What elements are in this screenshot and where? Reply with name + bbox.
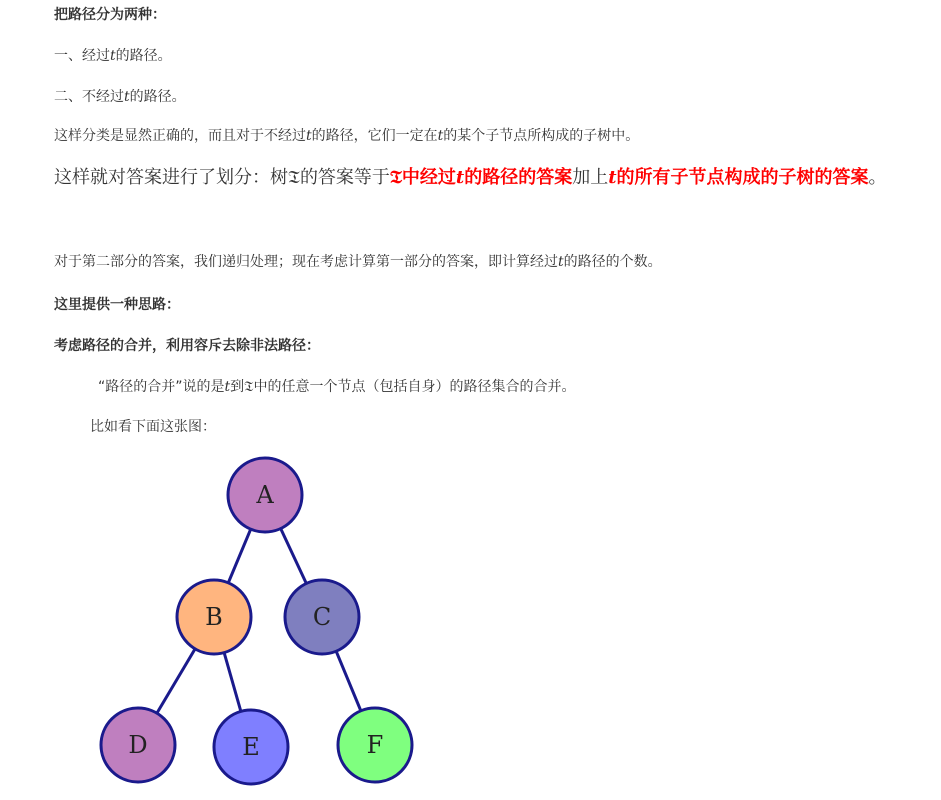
highlight-text: 的所有子节点构成的子树的答案 [616, 167, 869, 188]
tree-node-A [228, 458, 302, 532]
para-text: 这样分类是显然正确的，而且对于不经过 [54, 128, 306, 144]
para-text: 的路径，它们一定在 [311, 128, 438, 144]
math-var-t: t [124, 89, 130, 105]
tree-nodes [101, 458, 412, 784]
para-text: 加上 [572, 167, 609, 188]
para-text: 这样就对答案进行了划分：树 [54, 167, 288, 188]
math-fraktur-T: 𝔗 [389, 167, 402, 188]
paragraph-recursive [54, 251, 662, 271]
math-fraktur-T: 𝔗 [288, 167, 300, 188]
list-item-not-through-t [54, 86, 186, 106]
heading-merge-paths: 考虑路径的合并，利用容斥去除非法路径： [54, 338, 320, 354]
tree-node-label: F [366, 731, 384, 759]
para-text: “路径的合并”说的是 [98, 379, 225, 395]
math-var-t: t [110, 48, 116, 64]
item-text: 二、不经过 [54, 89, 124, 105]
heading-split-paths: 把路径分为两种： [54, 7, 166, 23]
highlight-through-t [390, 167, 572, 188]
tree-node-label: E [242, 733, 260, 761]
tree-node-label: A [256, 481, 274, 509]
tree-node-label: C [312, 603, 332, 631]
paragraph-merge-definition [98, 376, 575, 396]
heading-idea: 这里提供一种思路： [54, 297, 180, 313]
item-text: 的路径。 [129, 89, 186, 105]
tree-node-label: B [205, 603, 223, 631]
math-var-t: t [455, 167, 465, 188]
tree-node-C [285, 580, 359, 654]
item-text: 一、经过 [54, 48, 110, 64]
tree-node-D [101, 708, 175, 782]
para-text: 。 [868, 167, 887, 188]
para-text: 的答案等于 [299, 167, 390, 188]
paragraph-answer-division [54, 160, 934, 196]
para-text: 的路径的个数。 [563, 254, 662, 270]
para-text: 中的任意一个节点（包括自身）的路径集合的合并。 [253, 379, 576, 395]
math-var-t: t [437, 128, 444, 144]
tree-node-B [177, 580, 251, 654]
tree-node-E [214, 710, 288, 784]
para-text: 到 [230, 379, 245, 395]
math-fraktur-T: 𝔗 [244, 379, 254, 395]
math-var-t: t [306, 128, 312, 144]
math-var-t: t [558, 254, 564, 270]
tree-node-F [338, 708, 412, 782]
para-text: 的某个子节点所构成的子树中。 [443, 128, 640, 144]
highlight-children-subtrees [608, 167, 868, 188]
highlight-text: 中经过 [401, 167, 456, 188]
list-item-through-t [54, 45, 172, 65]
paragraph-classification [54, 125, 639, 145]
item-text: 的路径。 [115, 48, 172, 64]
para-text: 对于第二部分的答案，我们递归处理；现在考虑计算第一部分的答案，即计算经过 [54, 254, 558, 270]
highlight-text: 的路径的答案 [464, 167, 573, 188]
math-var-t: t [224, 379, 231, 395]
tree-node-label: D [128, 731, 148, 759]
math-var-t: t [608, 167, 617, 188]
tree-diagram [0, 440, 420, 800]
paragraph-see-figure: 比如看下面这张图： [90, 419, 216, 435]
